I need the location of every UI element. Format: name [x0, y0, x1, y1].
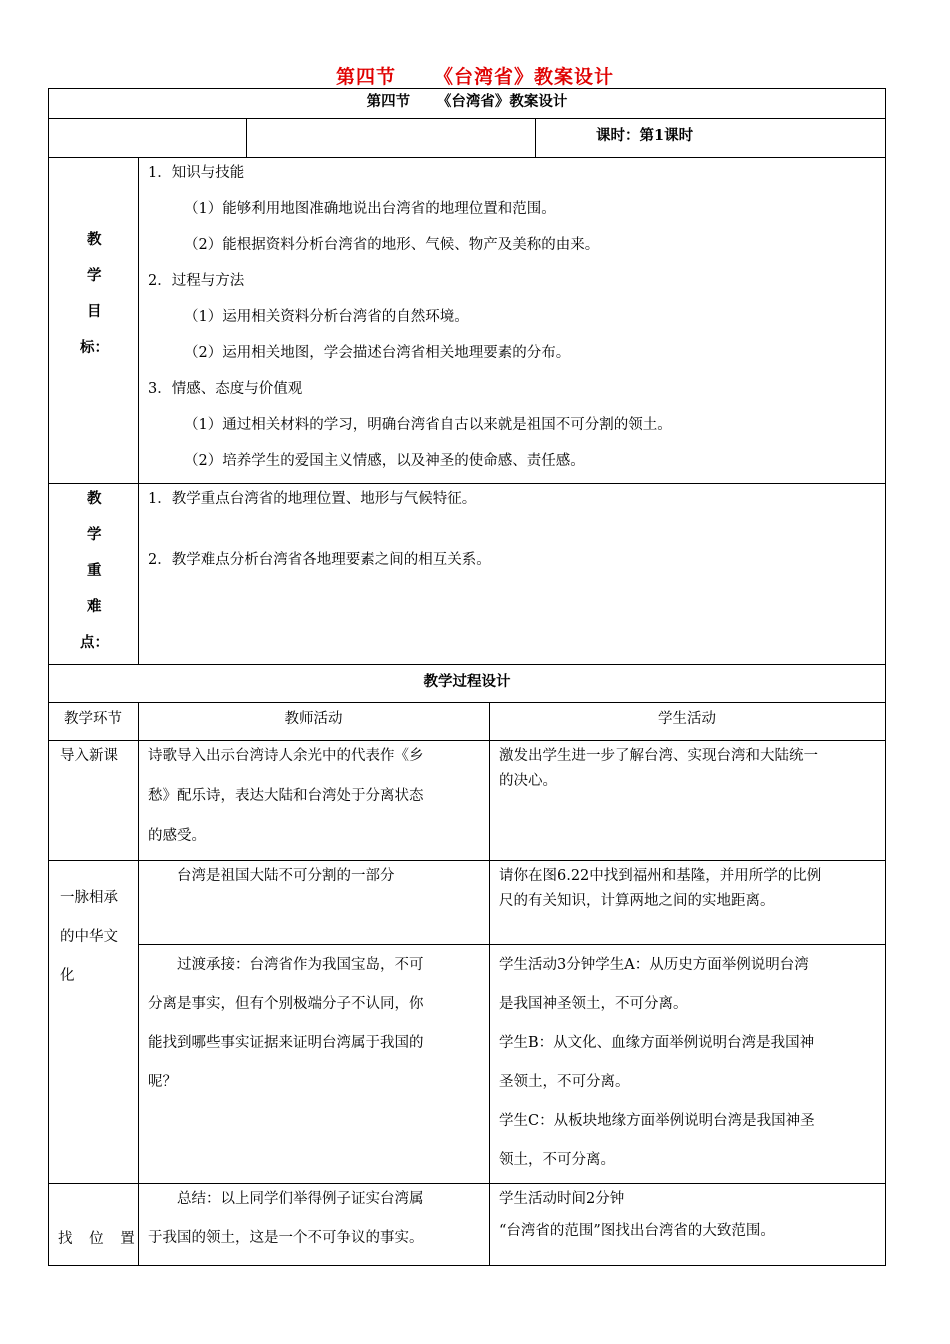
objectives-label-char: 教	[87, 231, 102, 248]
process-title: 教学过程设计	[423, 673, 511, 690]
stage-cell: 找 位 置	[58, 1231, 141, 1247]
objective-item: （1）通过相关材料的学习，明确台湾省自古以来就是祖国不可分割的领土。	[184, 417, 672, 433]
student-line: 请你在图6.22中找到福州和基隆，并用所学的比例	[499, 868, 822, 884]
stage-cell: 的中华文	[60, 929, 118, 945]
stage-cell: 导入新课	[60, 748, 118, 764]
student-line: 学生B：从文化、血缘方面举例说明台湾是我国神	[499, 1035, 815, 1051]
key-points-label-char: 重	[87, 562, 102, 579]
key-point-item: 2．教学难点分析台湾省各地理要素之间的相互关系。	[148, 552, 491, 568]
teacher-line: 呢？	[148, 1074, 177, 1090]
student-line: 学生C：从板块地缘方面举例说明台湾是我国神圣	[499, 1113, 815, 1129]
key-points-label-char: 学	[87, 526, 102, 543]
key-points-label-char: 点：	[80, 634, 109, 651]
student-line: 的决心。	[499, 773, 557, 789]
student-line: 圣领土，不可分离。	[499, 1074, 630, 1090]
document-title: 第四节 《台湾省》教案设计	[335, 66, 615, 88]
key-points-label-char: 难	[87, 598, 102, 615]
student-line: 学生活动3分钟学生A：从历史方面举例说明台湾	[499, 957, 809, 973]
student-line: 激发出学生进一步了解台湾、实现台湾和大陆统一	[499, 748, 818, 764]
objective-item: （1）能够利用地图准确地说出台湾省的地理位置和范围。	[184, 201, 556, 217]
stage-cell: 化	[60, 968, 75, 984]
objective-item: （2）运用相关地图，学会描述台湾省相关地理要素的分布。	[184, 345, 571, 361]
student-line: 尺的有关知识，计算两地之间的实地距离。	[499, 893, 775, 909]
lesson-time: 课时：第1课时	[596, 127, 694, 144]
objective-item: （2）培养学生的爱国主义情感，以及神圣的使命感、责任感。	[184, 453, 585, 469]
objective-item: （2）能根据资料分析台湾省的地形、气候、物产及美称的由来。	[184, 237, 600, 253]
objective-item: （1）运用相关资料分析台湾省的自然环境。	[184, 309, 469, 325]
col-header-student: 学生活动	[658, 711, 716, 727]
student-line: 领土，不可分离。	[499, 1152, 615, 1168]
teacher-line: 能找到哪些事实证据来证明台湾属于我国的	[148, 1035, 424, 1051]
objectives-label-char: 目	[87, 303, 102, 320]
teacher-line: 分离是事实，但有个别极端分子不认同，你	[148, 996, 424, 1012]
teacher-line: 的感受。	[148, 828, 206, 844]
objective-item: 1．知识与技能	[148, 165, 245, 181]
col-header-teacher: 教师活动	[284, 711, 343, 727]
header-title: 第四节 《台湾省》教案设计	[366, 93, 568, 110]
student-line: 学生活动时间2分钟	[499, 1191, 625, 1207]
key-point-item: 1．教学重点台湾省的地理位置、地形与气候特征。	[148, 491, 477, 507]
objective-item: 2．过程与方法	[148, 273, 245, 289]
objectives-label-char: 标：	[80, 339, 109, 356]
objectives-label-char: 学	[87, 267, 102, 284]
col-header-stage: 教学环节	[64, 711, 122, 727]
teacher-line: 愁》配乐诗，表达大陆和台湾处于分离状态	[148, 788, 424, 804]
objective-item: 3．情感、态度与价值观	[148, 381, 303, 397]
teacher-line: 于我国的领土，这是一个不可争议的事实。	[148, 1230, 424, 1246]
student-line: 是我国神圣领土，不可分离。	[499, 996, 688, 1012]
teacher-line: 总结：以上同学们举得例子证实台湾属	[148, 1191, 424, 1207]
teacher-line: 诗歌导入出示台湾诗人余光中的代表作《乡	[148, 748, 424, 764]
key-points-label-char: 教	[87, 490, 102, 507]
teacher-line: 过渡承接：台湾省作为我国宝岛，不可	[148, 957, 424, 973]
student-line: “台湾省的范围”图找出台湾省的大致范围。	[499, 1223, 775, 1239]
teacher-line: 台湾是祖国大陆不可分割的一部分	[148, 868, 395, 884]
stage-cell: 一脉相承	[60, 890, 118, 906]
